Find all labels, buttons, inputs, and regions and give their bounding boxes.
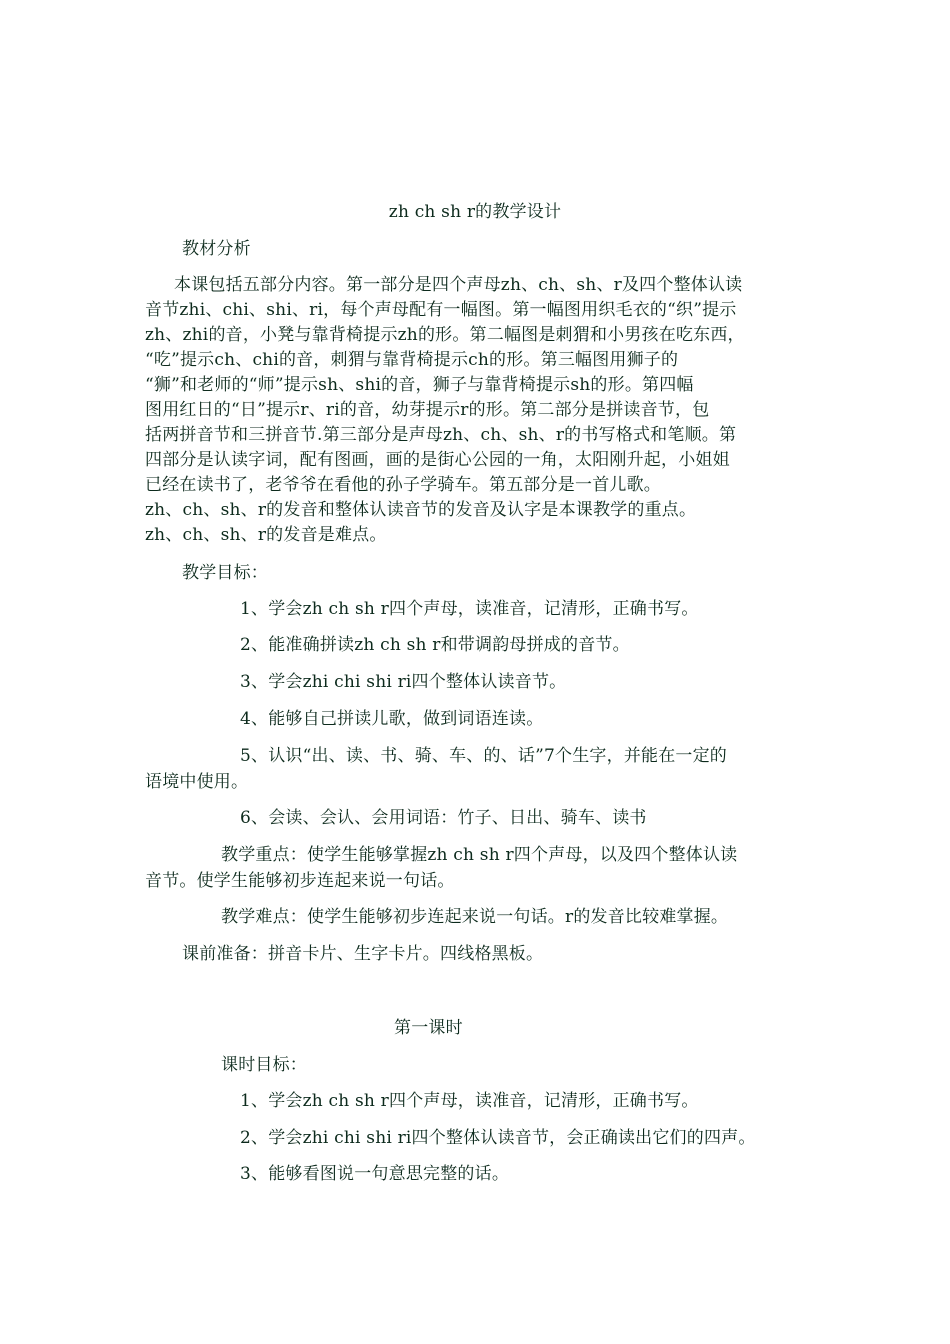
lesson1-goals-heading: 课时目标： bbox=[221, 1055, 307, 1075]
paragraph-line: 本课包括五部分内容。第一部分是四个声母zh、ch、sh、r及四个整体认读 bbox=[174, 275, 743, 295]
goal-item-continuation: 语境中使用。 bbox=[145, 772, 249, 792]
key-points-continuation: 音节。使学生能够初步连起来说一句话。 bbox=[145, 871, 455, 891]
paragraph-line: “狮”和老师的“师”提示sh、shi的音，狮子与靠背椅提示sh的形。第四幅 bbox=[145, 375, 694, 395]
paragraph-line: “吃”提示ch、chi的音，刺猬与靠背椅提示ch的形。第三幅图用狮子的 bbox=[145, 350, 679, 370]
lesson1-goal-item: 2、学会zhi chi shi ri四个整体认读音节，会正确读出它们的四声。 bbox=[240, 1128, 756, 1148]
goal-item: 1、学会zh ch sh r四个声母，读准音，记清形，正确书写。 bbox=[240, 599, 699, 619]
paragraph-line: zh、ch、sh、r的发音是难点。 bbox=[145, 525, 387, 545]
goals-heading: 教学目标： bbox=[182, 563, 268, 583]
paragraph-line: 已经在读书了，老爷爷在看他的孙子学骑车。第五部分是一首儿歌。 bbox=[145, 475, 661, 495]
document-title: zh ch sh r的教学设计 bbox=[388, 202, 562, 222]
goal-item: 5、认识“出、读、书、骑、车、的、话”7个生字，并能在一定的 bbox=[240, 746, 728, 766]
difficulty-line: 教学难点：使学生能够初步连起来说一句话。r的发音比较难掌握。 bbox=[221, 907, 729, 927]
lesson1-goal-item: 3、能够看图说一句意思完整的话。 bbox=[240, 1164, 510, 1184]
paragraph-line: 括两拼音节和三拼音节.第三部分是声母zh、ch、sh、r的书写格式和笔顺。第 bbox=[145, 425, 737, 445]
goal-item: 6、会读、会认、会用词语：竹子、日出、骑车、读书 bbox=[240, 808, 647, 828]
paragraph-line: 音节zhi、chi、shi、ri，每个声母配有一幅图。第一幅图用织毛衣的“织”提示 bbox=[145, 300, 737, 320]
key-points-line: 教学重点：使学生能够掌握zh ch sh r四个声母，以及四个整体认读 bbox=[221, 845, 738, 865]
analysis-heading: 教材分析 bbox=[182, 239, 251, 259]
lesson1-goal-item: 1、学会zh ch sh r四个声母，读准音，记清形，正确书写。 bbox=[240, 1091, 699, 1111]
paragraph-line: zh、zhi的音，小凳与靠背椅提示zh的形。第二幅图是刺猬和小男孩在吃东西， bbox=[145, 325, 745, 345]
goal-item: 4、能够自己拼读儿歌，做到词语连读。 bbox=[240, 709, 544, 729]
paragraph-line: 图用红日的“日”提示r、ri的音，幼芽提示r的形。第二部分是拼读音节，包 bbox=[145, 400, 710, 420]
goal-item: 2、能准确拼读zh ch sh r和带调韵母拼成的音节。 bbox=[240, 635, 630, 655]
goal-item: 3、学会zhi chi shi ri四个整体认读音节。 bbox=[240, 672, 567, 692]
lesson1-heading: 第一课时 bbox=[394, 1018, 463, 1038]
paragraph-line: 四部分是认读字词，配有图画，画的是街心公园的一角，太阳刚升起，小姐姐 bbox=[145, 450, 730, 470]
paragraph-line: zh、ch、sh、r的发音和整体认读音节的发音及认字是本课教学的重点。 bbox=[145, 500, 697, 520]
preparation-line: 课前准备：拼音卡片、生字卡片。四线格黑板。 bbox=[182, 944, 544, 964]
